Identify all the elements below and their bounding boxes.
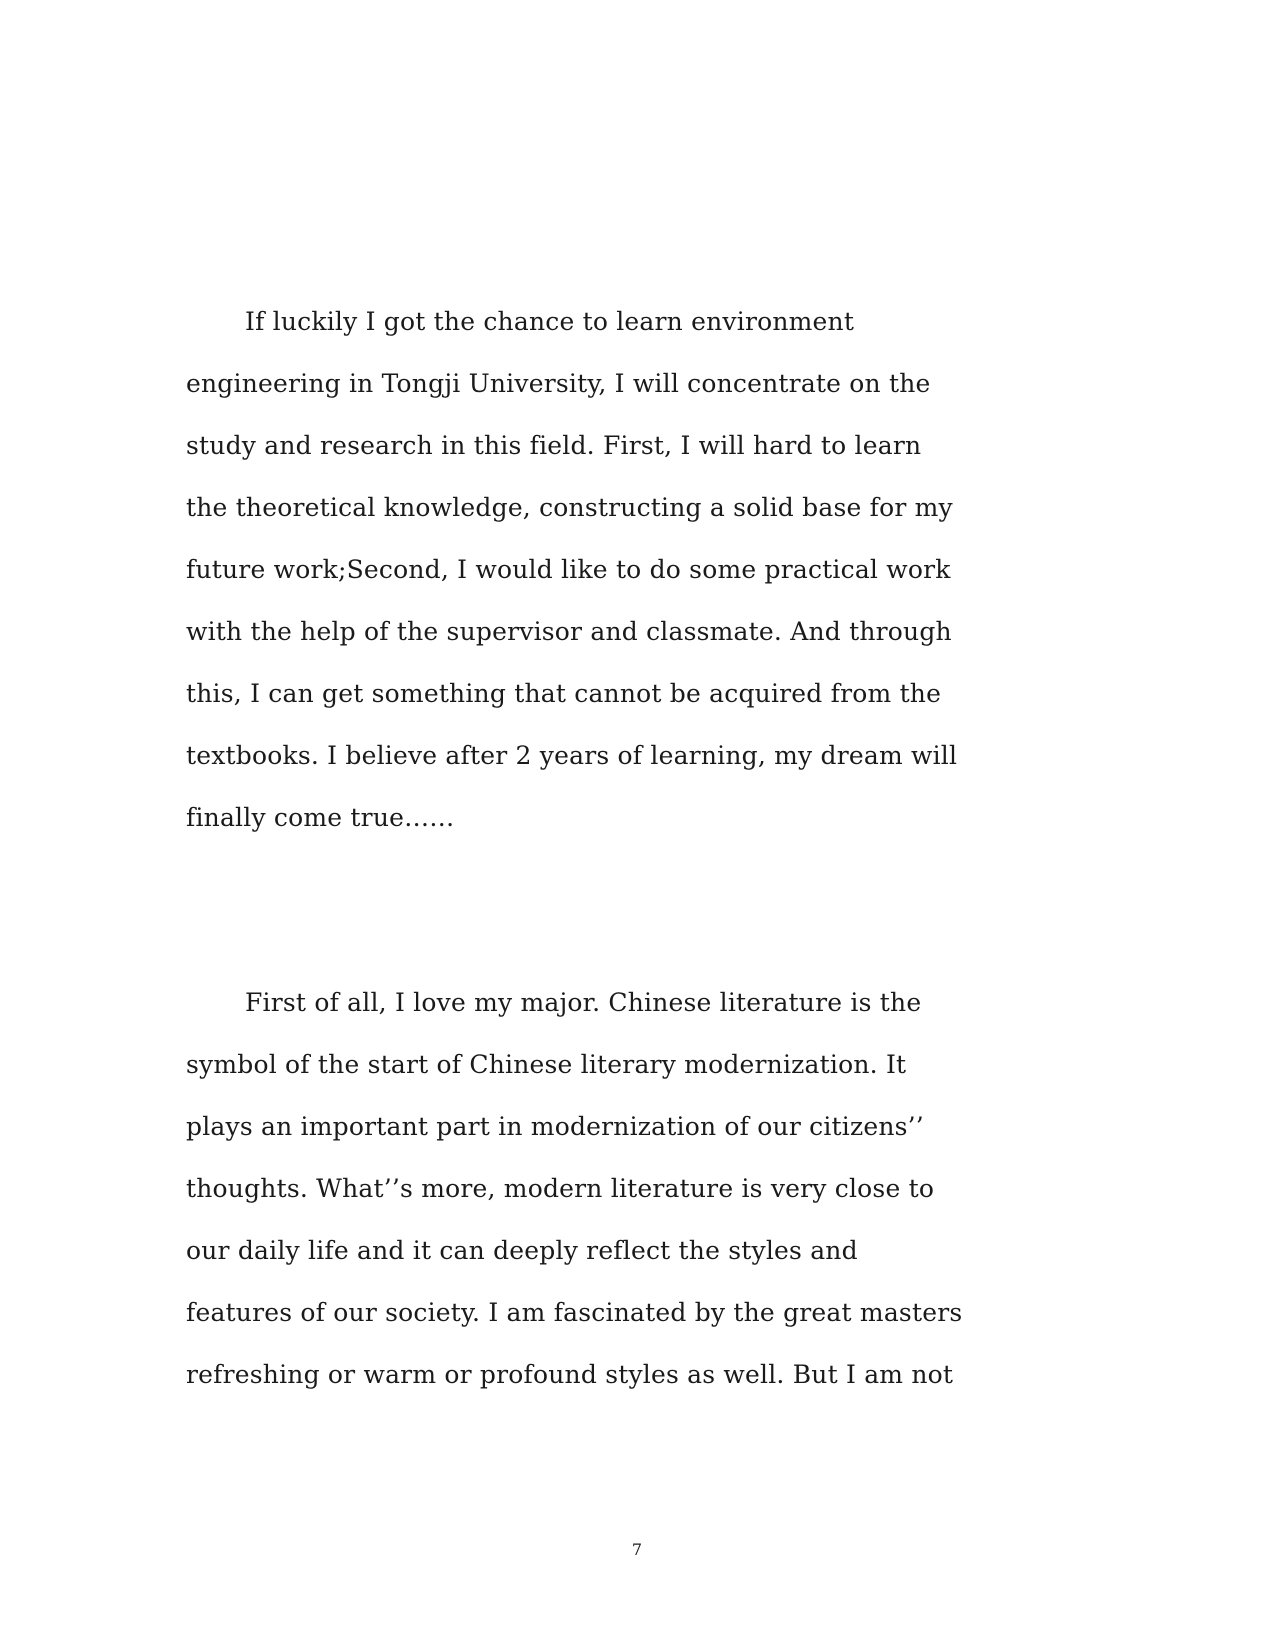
paragraph-2-line-5: our daily life and it can deeply reflect the styles and (186, 1236, 858, 1265)
paragraph-2-line-6: features of our society. I am fascinated by the great masters (186, 1298, 963, 1327)
paragraph-1-line-5: future work;Second, I would like to do some practical work (186, 555, 951, 584)
paragraph-1-line-2: engineering in Tongji University, I will concentrate on the (186, 369, 931, 398)
paragraph-2-line-3: plays an important part in modernization of our citizens’’ (186, 1112, 924, 1141)
paragraph-1-line-8: textbooks. I believe after 2 years of learning, my dream will (186, 741, 958, 770)
paragraph-1-line-9: finally come true…… (186, 803, 455, 832)
paragraph-2-line-4: thoughts. What’’s more, modern literature is very close to (186, 1174, 935, 1203)
paragraph-2-line-7: refreshing or warm or profound styles as well. But I am not (186, 1360, 954, 1389)
paragraph-2-line-1: First of all, I love my major. Chinese literature is the (245, 988, 922, 1017)
page-number: 7 (631, 1540, 643, 1559)
paragraph-1-line-4: the theoretical knowledge, constructing a solid base for my (186, 493, 953, 522)
paragraph-1-line-7: this, I can get something that cannot be acquired from the (186, 679, 942, 708)
paragraph-1-line-3: study and research in this field. First, I will hard to learn (186, 431, 922, 460)
paragraph-2-line-2: symbol of the start of Chinese literary modernization. It (186, 1050, 907, 1079)
paragraph-1-line-1: If luckily I got the chance to learn environment (245, 307, 855, 336)
paragraph-1-line-6: with the help of the supervisor and classmate. And through (186, 617, 952, 646)
